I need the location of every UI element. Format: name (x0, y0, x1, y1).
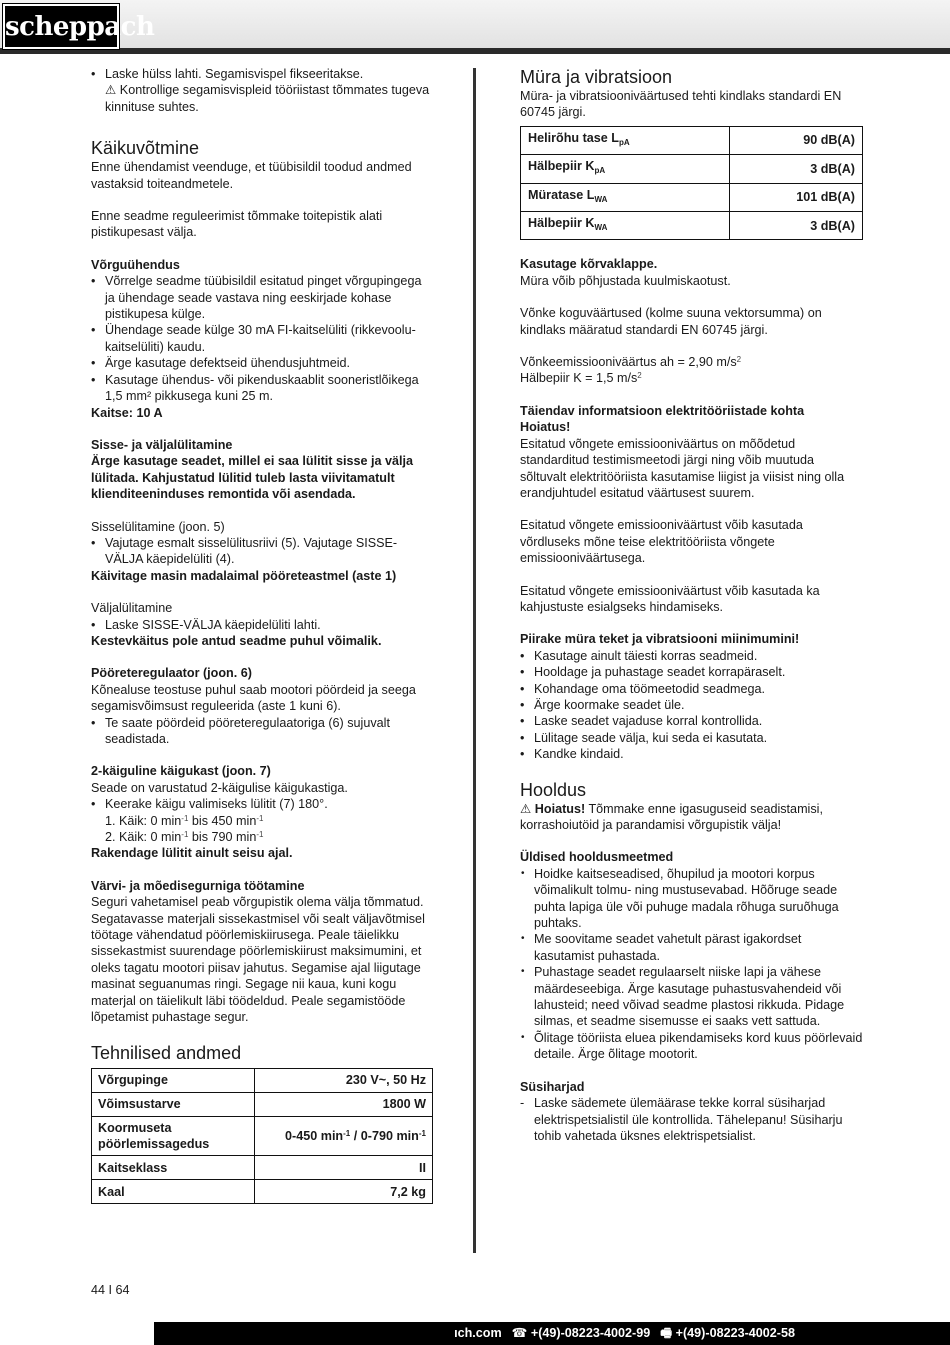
maintenance-warning (520, 801, 863, 834)
info-title: Täiendav informatsioon elektritööriistade kohta (520, 403, 805, 418)
vorguuhendus-list (91, 273, 433, 404)
paragraph: Müra- ja vibratsiooniväärtused tehti kindlaks standardi EN 60745 järgi. (520, 89, 842, 120)
vibration-k (520, 370, 863, 386)
vibration-ah-exp: 2 (736, 355, 742, 365)
paragraph: Kõnealuse teostuse puhul saab mootori pöördeid ja seega segamisvõimsust reguleerida (aste 1 kuni 6). (91, 682, 416, 714)
table-cell-label (521, 126, 730, 154)
paragraph: Müra võib põhjustada kuulmiskaotust. (520, 273, 731, 288)
paragraph: Võnke koguväärtused (kolme suuna vektorsumma) on kindlaks määratud standardi EN 60745 järgi. (520, 306, 822, 337)
vibration-k-exp: 2 (637, 371, 642, 381)
switch-on-list (91, 535, 433, 568)
ear-protection-title: Kasutage kõrvaklappe. (520, 257, 658, 272)
noise-label: Hälbepiir K (528, 159, 595, 174)
table-cell-label (521, 155, 730, 183)
list-item: • Kasutage ühendus- või pikenduskaablit sooneristlõikega 1,5 mm² pikkusega kuni 25 m. (91, 372, 433, 405)
noise-sub: WA (594, 194, 608, 204)
list-item: • Laske hülss lahti. Segamisvispel fikseeritakse. (91, 66, 433, 82)
gear-1-exp: -1 (181, 813, 189, 823)
table-row (521, 212, 863, 240)
footer-bar (154, 1322, 950, 1345)
list-item: • Lülitage seade välja, kui seda ei kasutata. (520, 730, 863, 746)
table-row (521, 126, 863, 154)
table-cell-value: 7,2 kg (255, 1180, 433, 1204)
gear-2-exp: -1 (181, 830, 189, 840)
maintenance-warning-text: Tõmmake enne igasuguseid seadistamisi, korrashoiutöid ja parandamisi võrgupistik välja! (520, 801, 823, 832)
gear-1-text: 1. Käik: 0 min (105, 813, 182, 828)
section-title-tehnilised: Tehnilised andmed (91, 1042, 242, 1063)
list-item: • Ühendage seade külge 30 mA FI-kaitselüliti (rikkevoolu-kaitselüliti) kaudu. (91, 322, 433, 355)
paragraph: Enne ühendamist veenduge, et tüübisildil toodud andmed vastaksid toiteandmetele. (91, 160, 412, 191)
table-cell-value: 101 dB(A) (730, 183, 863, 211)
paragraph: Seade on varustatud 2-käigulise käigukastiga. (91, 780, 348, 795)
section-title-hooldus: Hooldus (520, 779, 587, 800)
table-cell-value: 3 dB(A) (730, 155, 863, 183)
table-cell-label: Koormuseta pöörlemissagedus (92, 1116, 255, 1156)
subsection-title-varvi: Värvi- ja mõedisegurniga töötamine (91, 878, 305, 893)
section-title-kaikuvotmine: Käikuvõtmine (91, 138, 200, 159)
footer-contact (454, 1323, 795, 1344)
switch-warning: Ärge kasutage seadet, millel ei saa lülitit sisse ja välja lülitada. Kahjustatud lülitid tuleb lasta viivitamatult klienditeeninduses remontida või asendada. (91, 454, 414, 502)
tech-data-table (91, 1068, 433, 1205)
table-row (92, 1068, 433, 1092)
table-row (521, 155, 863, 183)
gear-2-line (91, 829, 433, 845)
list-item: • Laske SISSE-VÄLJA käepidelüliti lahti. (91, 617, 433, 633)
vibration-k-text: Hälbepiir K = 1,5 m/s (520, 371, 638, 386)
subsection-title-sisse-valja: Sisse- ja väljalülitamine (91, 437, 233, 452)
table-row (92, 1180, 433, 1204)
footer-web: ıch.com (454, 1326, 502, 1340)
brushes-list (520, 1095, 863, 1144)
minimize-title: Piirake müra teket ja vibratsiooni miinimumini! (520, 632, 800, 647)
list-item: • Keerake käigu valimiseks lülitit (7) 180°. (91, 796, 433, 812)
list-item: • Hooldage ja puhastage seadet korrapäraselt. (520, 664, 863, 680)
switch-off-list (91, 617, 433, 633)
gear-1-text-b: bis 450 min (188, 813, 257, 828)
intro-list (91, 66, 433, 115)
table-cell-value: II (255, 1156, 433, 1180)
noise-sub: pA (594, 166, 606, 176)
list-item: • Laske seadet vajaduse korral kontrollida. (520, 713, 863, 729)
list-item: • Kasutage ainult täiesti korras seadmeid. (520, 648, 863, 664)
subsection-title-kaigukast: 2-käiguline käigukast (joon. 7) (91, 764, 271, 779)
footer-fax: 🖷 +(49)-08223-4002-58 (660, 1326, 795, 1340)
info-warning: Hoiatus! (520, 420, 571, 435)
brand-logo: scheppach (3, 4, 119, 49)
table-cell-label (521, 212, 730, 240)
kaigukast-list (91, 796, 433, 812)
table-row (92, 1092, 433, 1116)
section-title-mura: Müra ja vibratsioon (520, 67, 673, 87)
paragraph: Seguri vahetamisel peab võrgupistik olema välja tõmmatud. (91, 895, 424, 910)
vibration-ah-text: Võnkeemissiooniväärtus ah = 2,90 m/s (520, 355, 737, 370)
speed-value-b: / 0-790 min (350, 1128, 419, 1143)
speed-exp-b: -1 (418, 1128, 426, 1138)
paragraph: Esitatud võngete emissiooniväärtust võib kasutada võrdluseks mõne teise elektritööriista võngete emissiooniväärtusega. (520, 518, 803, 566)
switch-on-title: Sisselülitamine (joon. 5) (91, 519, 225, 534)
list-item: • Õlitage tööriista eluea pikendamiseks kord kuus pöörlevaid detaile. Ärge õlitage mootorit. (520, 1030, 863, 1063)
list-item: • Te saate pöördeid pööreteregulaatoriga (6) sujuvalt seadistada. (91, 715, 433, 748)
brushes-title: Süsiharjad (520, 1079, 585, 1094)
gear-1-exp-b: -1 (256, 813, 264, 823)
paragraph: Enne seadme reguleerimist tõmmake toitepistik alati pistikupesast välja. (91, 209, 383, 240)
table-cell-value: 1800 W (255, 1092, 433, 1116)
footer-phone: ☎ +(49)-08223-4002-99 (511, 1326, 651, 1340)
subsection-title-vorguuhendus: Võrguühendus (91, 257, 180, 272)
regulaator-list (91, 715, 433, 748)
table-row (92, 1116, 433, 1156)
noise-label: Helirõhu tase L (528, 130, 619, 145)
list-item: • Kandke kindaid. (520, 746, 863, 762)
page-number: 44 I 64 (91, 1283, 130, 1297)
list-item: ⚠ Kontrollige segamisvispleid tööriistast tõmmates tugeva kinnituse suhtes. (105, 83, 430, 114)
subsection-title-regulaator: Pööreteregulaator (joon. 6) (91, 666, 252, 681)
list-item: • Puhastage seadet regulaarselt niiske lapi ja vähese määrdeseebiga. Ärge kasutage puhastusvahendeid või lahusteid; need võivad seadme plastosi rikkuda. Pidage silmas, et seadme sisemusse ei saaks vett sattuda. (520, 964, 863, 1030)
noise-sub: pA (618, 137, 630, 147)
left-column (91, 66, 433, 1204)
noise-sub: WA (594, 223, 608, 233)
table-row (521, 183, 863, 211)
table-cell-value: 230 V~, 50 Hz (255, 1068, 433, 1092)
general-maintenance-list (520, 866, 863, 1063)
gear-note: Rakendage lülitit ainult seisu ajal. (91, 846, 293, 861)
noise-label: Müratase L (528, 187, 595, 202)
list-item: • Kohandage oma töömeetodid seadmega. (520, 681, 863, 697)
list-item: - Laske sädemete ülemäärase tekke korral süsiharjad elektrispetsialistil üle kontrollida. Tähelepanu! Süsiharju tohib vahetada üksnes elektrispetsialist. (520, 1095, 863, 1144)
list-item: • Hoidke kaitseseadised, õhupilud ja mootori korpus võimalikult tolmu- ning mustusevabad. Hõõruge seade puhta lapiga üle või puhuge madala rõhuga suruõhuga puhtaks. (520, 866, 863, 932)
switch-on-note: Käivitage masin madalaimal pööreteastmel (aste 1) (91, 568, 397, 583)
list-item: • Ärge koormake seadet üle. (520, 697, 863, 713)
table-cell-value: 3 dB(A) (730, 212, 863, 240)
column-divider (473, 68, 476, 1253)
paragraph: Segatavasse materjali sissekastmisel või sealt väljavõtmisel töötage vähendatud pöörlemiskiirusega. Peale täielikku sissekastmist suurendage pöörlemiskiirust maksimumini, et oleks tagatu mootori piisav jahutus. Segamise ajal liigutage masinat seguanumas ringi. Segage nii kaua, kuni kogu materjal on täielikult läbi töödeldud. Peale segamistööde lõpetamist puhastage segur. (91, 911, 425, 1025)
table-cell-label: Kaitseklass (92, 1156, 255, 1180)
gear-2-text: 2. Käik: 0 min (105, 830, 182, 845)
speed-exp-a: -1 (343, 1128, 351, 1138)
vibration-ah (520, 354, 863, 370)
minimize-list (520, 648, 863, 763)
noise-table (520, 126, 863, 241)
table-cell-value (255, 1116, 433, 1156)
noise-label: Hälbepiir K (528, 216, 595, 231)
table-cell-label: Võimsustarve (92, 1092, 255, 1116)
table-cell-label: Võrgupinge (92, 1068, 255, 1092)
table-cell-value: 90 dB(A) (730, 126, 863, 154)
speed-value-a: 0-450 min (285, 1128, 344, 1143)
gear-1-line (91, 813, 433, 829)
header-rule (0, 48, 950, 54)
switch-off-title: Väljalülitamine (91, 601, 173, 616)
paragraph: Esitatud võngete emissiooniväärtus on mõõdetud standarditud testimismeetodi järgi ning võib muutuda sõltuvalt elektritööriista kasutamise liigist ja viisist ning olla erandjuhtudel esitatud väärtusest suurem. (520, 436, 845, 500)
table-row (92, 1156, 433, 1180)
paragraph: Esitatud võngete emissiooniväärtust võib kasutada ka kahjustuste esialgseks hindamiseks. (520, 583, 820, 614)
general-maintenance-title: Üldised hooldusmeetmed (520, 850, 674, 865)
table-cell-label: Kaal (92, 1180, 255, 1204)
table-cell-label (521, 183, 730, 211)
list-item: • Me soovitame seadet vahetult pärast igakordset kasutamist puhastada. (520, 931, 863, 964)
gear-2-exp-b: -1 (256, 830, 264, 840)
list-item: • Võrrelge seadme tüübisildil esitatud pinget võrgupingega ja ühendage seade vastava ning eeskirjade kohase pistikupesa külge. (91, 273, 433, 322)
gear-2-text-b: bis 790 min (188, 830, 257, 845)
switch-off-note: Kestevkäitus pole antud seadme puhul võimalik. (91, 633, 382, 648)
list-item: • Vajutage esmalt sisselülitusriivi (5). Vajutage SISSE-VÄLJA käepidelüliti (4). (91, 535, 433, 568)
fuse-note: Kaitse: 10 A (91, 405, 163, 420)
right-column (520, 66, 863, 1144)
maintenance-warning-bold: ⚠ Hoiatus! (520, 801, 586, 816)
list-item: • Ärge kasutage defektseid ühendusjuhtmeid. (91, 355, 433, 371)
